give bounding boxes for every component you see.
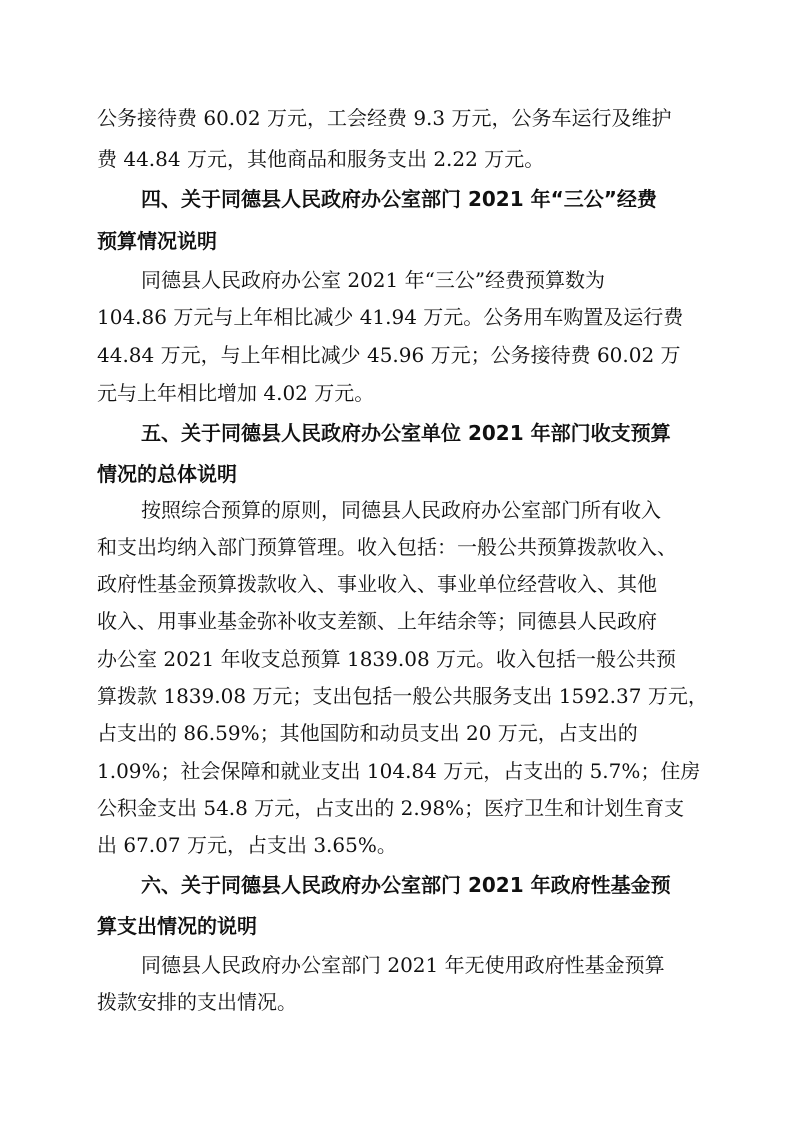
paragraph-line: 拨款安排的支出情况。 [97,990,297,1014]
paragraph-line: 出 67.07 万元，占支出 3.65%。 [97,833,397,857]
paragraph-line: 元与上年相比增加 4.02 万元。 [97,381,375,405]
section-heading-6-line-1: 六、关于同德县人民政府办公室部门 2021 年政府性基金预 [141,873,671,897]
section-heading-5-line-1: 五、关于同德县人民政府办公室单位 2021 年部门收支预算 [141,421,671,445]
paragraph-line: 占支出的 86.59%；其他国防和动员支出 20 万元，占支出的 [97,721,638,745]
paragraph-line: 费 44.84 万元，其他商品和服务支出 2.22 万元。 [97,147,545,171]
paragraph-line: 同德县人民政府办公室部门 2021 年无使用政府性基金预算 [141,953,665,977]
paragraph-line: 同德县人民政府办公室 2021 年“三公”经费预算数为 [141,268,606,292]
section-heading-5-line-2: 情况的总体说明 [97,462,237,486]
paragraph-line: 按照综合预算的原则，同德县人民政府办公室部门所有收入 [141,498,661,522]
paragraph-line: 政府性基金预算拨款收入、事业收入、事业单位经营收入、其他 [97,572,657,596]
section-heading-4-line-1: 四、关于同德县人民政府办公室部门 2021 年“三公”经费 [141,187,657,211]
paragraph-line: 1.09%；社会保障和就业支出 104.84 万元，占支出的 5.7%；住房 [97,759,701,783]
paragraph-line: 44.84 万元，与上年相比减少 45.96 万元；公务接待费 60.02 万 [97,343,681,367]
paragraph-line: 办公室 2021 年收支总预算 1839.08 万元。收入包括一般公共预 [97,647,677,671]
paragraph-line: 104.86 万元与上年相比减少 41.94 万元。公务用车购置及运行费 [97,305,684,329]
paragraph-line: 公积金支出 54.8 万元，占支出的 2.98%；医疗卫生和计划生育支 [97,796,685,820]
paragraph-line: 和支出均纳入部门预算管理。收入包括：一般公共预算拨款收入、 [97,535,677,559]
paragraph-line: 收入、用事业基金弥补收支差额、上年结余等；同德县人民政府 [97,609,657,633]
paragraph-line: 公务接待费 60.02 万元，工会经费 9.3 万元，公务车运行及维护 [97,106,672,130]
paragraph-line: 算拨款 1839.08 万元；支出包括一般公共服务支出 1592.37 万元， [97,684,708,708]
section-heading-4-line-2: 预算情况说明 [97,229,217,253]
section-heading-6-line-2: 算支出情况的说明 [97,914,257,938]
